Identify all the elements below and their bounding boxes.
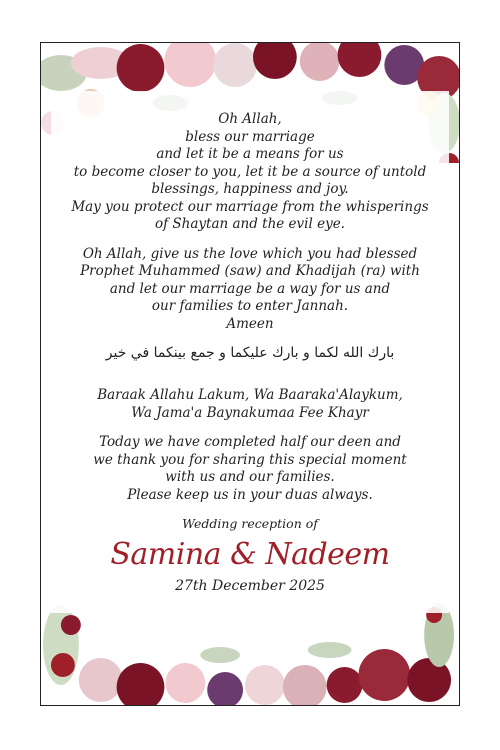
text-line: May you protect our marriage from the whisperings bbox=[71, 198, 429, 215]
invitation-card bbox=[40, 42, 460, 706]
text-line: to become closer to you, let it be a source of untold bbox=[73, 163, 427, 180]
text-line: our families to enter Jannah. bbox=[151, 298, 349, 314]
text-line: Prophet Muhammed (saw) and Khadijah (ra) with bbox=[80, 263, 420, 279]
text-line: Oh Allah, give us the love which you had blessed bbox=[82, 245, 418, 262]
text-line: and let our marriage be a way for us and bbox=[109, 280, 391, 297]
prayer-paragraph-2 bbox=[41, 246, 459, 334]
prayer-paragraph-1 bbox=[41, 111, 459, 234]
arabic-dua: بارك الله لكما و بارك عليكما و جمع بينكما في خير bbox=[105, 345, 395, 361]
couple-names: Samina & Nadeem bbox=[110, 537, 390, 572]
text-line: blessings, happiness and joy. bbox=[151, 181, 349, 197]
text-line: Please keep us in your duas always. bbox=[127, 486, 373, 503]
text-line: we thank you for sharing this special moment bbox=[93, 451, 407, 468]
text-line: Oh Allah, bbox=[218, 111, 282, 127]
transliteration bbox=[41, 387, 459, 422]
wedding-date: 27th December 2025 bbox=[175, 578, 325, 594]
text-line: Ameen bbox=[226, 315, 274, 332]
text-line: of Shaytan and the evil eye. bbox=[154, 216, 345, 232]
text-line: Baraak Allahu Lakum, Wa Baaraka'Alaykum, bbox=[97, 387, 403, 403]
text-line: and let it be a means for us bbox=[156, 146, 344, 162]
invitation-text bbox=[41, 111, 459, 594]
reception-label: Wedding reception of bbox=[182, 516, 318, 531]
message-paragraph bbox=[41, 434, 459, 504]
text-line: with us and our families. bbox=[165, 469, 335, 485]
text-line: bless our marriage bbox=[185, 128, 315, 145]
text-line: Today we have completed half our deen and bbox=[99, 434, 401, 450]
text-line: Wa Jama'a Baynakumaa Fee Khayr bbox=[131, 404, 369, 421]
